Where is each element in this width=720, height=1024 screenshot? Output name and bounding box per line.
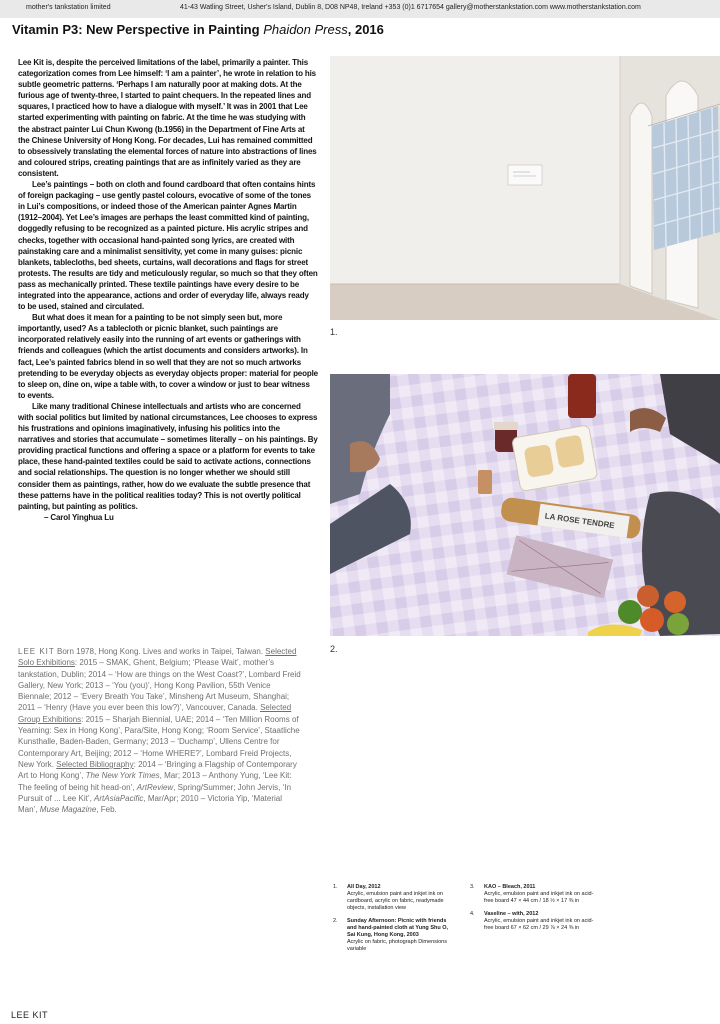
page-title bbox=[12, 22, 384, 37]
bio-biblio-text: , Mar; 2013 – Anthony Yung, ‘Lee Kit: The feeling of being hit head-on’, bbox=[18, 771, 292, 792]
bio-solo-heading: Selected Solo Exhibitions bbox=[18, 647, 297, 668]
caption bbox=[470, 911, 594, 932]
caption-body: Acrylic, emulsion paint and inkjet ink on acid-free board 67 × 62 cm / 29 ⅞ × 24 ⅜ in bbox=[484, 918, 594, 931]
caption-number: 1. bbox=[333, 884, 338, 890]
header-bar bbox=[0, 0, 720, 18]
caption-title: Sunday Afternoon: Picnic with friends and hand-painted cloth at Yung Shu O, Sai Kung, Hong Kong, 2003 bbox=[347, 918, 449, 938]
figure-1-number: 1. bbox=[330, 327, 338, 337]
bio-born: Born 1978, Hong Kong. Lives and works in Taipei, Taiwan. bbox=[54, 647, 266, 656]
bio-biblio-text: : 2014 – ‘Bringing a Flagship of Contemporary Art to Hong Kong’, bbox=[18, 759, 297, 781]
bio-solo-text: : 2015 – SMAK, Ghent, Belgium; ‘Please Wait’, mother’s tankstation, Dublin; 2014 – ‘How are things on the West Coast?’, Lombard Freid Gallery, New York; 2013 – ‘You (you)’, Hong Kong Pavilion, 55th Venice Biennale; 2012 – ‘Every Breath You Take’, Minsheng Art Museum, Shanghai; 2011 – ‘Henry (Have you ever been this low?)’, Vancouver, Canada. bbox=[18, 658, 301, 713]
captions-left bbox=[333, 884, 457, 959]
caption-title: Vaseline – with, 2012 bbox=[484, 911, 539, 917]
essay-paragraph: Lee’s paintings – both on cloth and found cardboard that often contains hints of foreign packaging – use gently pastel colours, evocative of some of the tones in Lui’s compositions, or indeed those of the American painter Agnes Martin (1912–2004). Yet Lee’s images are perhaps the least committed kind of painting, doggedly refusing to be recognized as a painted picture. His acrylic stripes and checks, together with occasional hand-painted song lyrics, are created with painstaking care and a minimalist sensitivity, yet come in many guises: picnic blankets, tablecloths, bed sheets, curtains, wall decorations and flags for street protests. The results are tidy and meticulously regular, so much so that they often pass as mechanically printed. These textile paintings have every desire to be integrated into the appearance, actions and order of everyday life, always ready to be used, stained and circulated. bbox=[18, 180, 318, 312]
essay-signature: – Carol Yinghua Lu bbox=[44, 512, 114, 522]
bio-biblio-text: , Feb. bbox=[96, 805, 117, 815]
caption-body: Acrylic on fabric, photograph Dimensions variable bbox=[347, 939, 447, 952]
publication-title: The New York Times bbox=[85, 771, 160, 781]
bio-group-text: : 2015 – Sharjah Biennial, UAE; 2014 – ‘Ten Million Rooms of Yearning: Sex in Hong Kong’, Para/Site, Hong Kong; ‘Room Service’, Staatliche Kunsthalle, Baden-Baden, Germany; 2013 – ‘Duchamp’, Ullens Centre for Contemporary Art, Beijing; 2012 – ‘Home WHERE?’, Lombard Freid Projects, New York. bbox=[18, 714, 300, 769]
caption-title: All Day, 2012 bbox=[347, 884, 381, 890]
bio-biblio-heading: Selected Bibliography bbox=[56, 759, 134, 769]
artist-bio bbox=[18, 646, 302, 815]
footer-artist-name: LEE KIT bbox=[11, 1010, 49, 1020]
caption-body: Acrylic, emulsion paint and inkjet ink on cardboard, acrylic on fabric, readymade objects, installation view bbox=[347, 891, 444, 911]
caption-body: Acrylic, emulsion paint and inkjet ink on acid-free board 47 × 44 cm / 18 ½ × 17 ⅜ in bbox=[484, 891, 594, 904]
bio-biblio-text: , Spring/Summer; John Jervis, ‘In Pursuit of ... Lee Kit’, bbox=[18, 782, 292, 803]
essay-paragraph: Lee Kit is, despite the perceived limitations of the label, primarily a painter. This categorization comes from Lee himself: ‘I am a painter’, he wrote in relation to his subtle geometric patterns. ‘Perhaps I am naturally poor at making dots. At the furious age of twenty-three, I started to paint chequers. In the repeated lines and squares, I practiced how to have a dialogue with myself.’ It was in 2001 that Lee started experimenting with painting on fabric. At the time he was studying with the abstract painter Lui Chun Kwong (b.1956) in the Department of Fine Arts at the Chinese University of Hong Kong. For decades, Lui has remained committed to obsessively translating the elemental forces of nature into abstractions of lines and coloured strips, creating paintings that are as infinitely varied as they are consistent. bbox=[18, 58, 317, 178]
essay-paragraph: Like many traditional Chinese intellectuals and artists who are concerned with social politics but limited by national circumstances, Lee chooses to express his frustrations and opinions imaginatively, infusing his politics into the narratives and stories that accumulate – sometimes literally – on his paintings. By providing practical functions and offering a space or a platform for events to take place, these hand-painted textiles could be said to activate actions, connections and social relationships. The question is no longer whether we should still consider them as paintings, rather, how do we evaluate the subtle presence that these patterns have in the political realities today? This is not overtly political painting, but painting as politics. bbox=[18, 401, 318, 511]
caption-number: 3. bbox=[470, 884, 475, 890]
contact-line: 41-43 Watling Street, Usher's Island, Dublin 8, D08 NP48, Ireland +353 (0)1 6717654 gallery@motherstankstation.com www.motherstankstation.com bbox=[180, 4, 641, 11]
artist-name: LEE KIT bbox=[18, 647, 55, 656]
caption-title: KAO – Bleach, 2011 bbox=[484, 884, 536, 890]
caption bbox=[333, 918, 457, 953]
caption bbox=[333, 884, 457, 912]
captions-right bbox=[470, 884, 594, 938]
essay bbox=[18, 57, 318, 523]
organization-name: mother's tankstation limited bbox=[26, 4, 111, 11]
book-title: Vitamin P3: New Perspective in Painting bbox=[12, 22, 260, 37]
gallery-room-image bbox=[330, 56, 720, 320]
figure-1-photo bbox=[330, 56, 720, 320]
bio-group-heading: Selected Group Exhibitions bbox=[18, 703, 292, 724]
picnic-image bbox=[330, 374, 720, 636]
publication-title: Muse Magazine bbox=[39, 805, 97, 815]
caption bbox=[470, 884, 594, 905]
caption-number: 4. bbox=[470, 911, 475, 917]
figure-2-number: 2. bbox=[330, 644, 338, 654]
publisher: Phaidon Press bbox=[263, 22, 348, 37]
publication-title: ArtReview bbox=[136, 782, 174, 792]
publication-title: ArtAsiaPacific bbox=[94, 793, 144, 803]
bio-biblio-text: , Mar/Apr; 2010 – Victoria Yip, ‘Material Man’, bbox=[18, 793, 282, 815]
bread-bag-label: LA ROSE TENDRE bbox=[544, 511, 616, 531]
caption-number: 2. bbox=[333, 918, 338, 924]
essay-paragraph: But what does it mean for a painting to be not simply seen but, more importantly, used? As a tablecloth or picnic blanket, such paintings are incorporated relatively easily into the running of art events or gatherings with friends and colleagues (which the artist documents and considers artworks). In fact, Lee’s painted fabrics blend in so well that they are not so much artworks pretending to be everyday objects as everyday objects proper: material for people to sleep on, dine on, wipe a table with, to cover a window or just to bear witness to events. bbox=[18, 313, 318, 400]
figure-2-photo bbox=[330, 374, 720, 636]
year: , 2016 bbox=[347, 22, 384, 37]
